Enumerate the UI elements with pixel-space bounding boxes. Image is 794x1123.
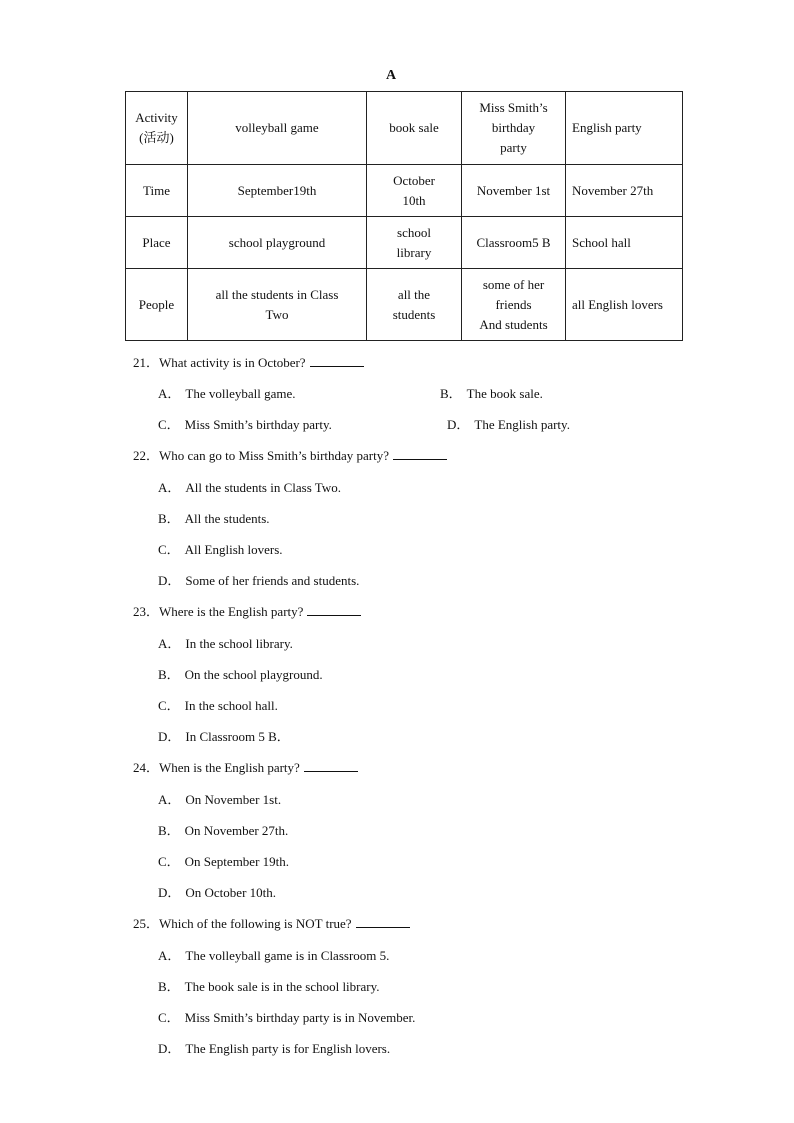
option-25-a[interactable]: A． The volleyball game is in Classroom 5. xyxy=(158,948,390,963)
table-cell: all the students xyxy=(367,269,462,341)
option-23-b[interactable]: B． On the school playground. xyxy=(158,667,323,682)
table-cell: all the students in Class Two xyxy=(188,269,367,341)
table-cell: Place xyxy=(126,217,188,269)
table-header-row xyxy=(126,92,683,165)
option-24-b[interactable]: B． On November 27th. xyxy=(158,823,289,838)
table-row xyxy=(126,217,683,269)
answer-blank[interactable] xyxy=(356,917,410,928)
section-title: A xyxy=(385,68,397,83)
table-cell: Miss Smith’s birthday party xyxy=(462,92,566,165)
option-23-d[interactable]: D． In Classroom 5 B． xyxy=(158,729,290,744)
table-row xyxy=(126,269,683,341)
table-cell: volleyball game xyxy=(188,92,367,165)
option-22-b[interactable]: B． All the students. xyxy=(158,511,270,526)
option-25-d[interactable]: D． The English party is for English lovers. xyxy=(158,1041,391,1056)
table-cell: school playground xyxy=(188,217,367,269)
option-25-b[interactable]: B． The book sale is in the school library. xyxy=(158,979,380,994)
question-24: 24．When is the English party? xyxy=(133,757,358,776)
table-cell: some of her friends And students xyxy=(462,269,566,341)
option-21-a[interactable]: A． The volleyball game. xyxy=(158,386,296,401)
option-23-a[interactable]: A． In the school library. xyxy=(158,636,293,651)
table-cell: Activity (活动) xyxy=(126,92,188,165)
table-cell: Classroom5 B xyxy=(462,217,566,269)
option-21-b[interactable]: B． The book sale. xyxy=(440,386,543,401)
answer-blank[interactable] xyxy=(393,449,447,460)
option-24-d[interactable]: D． On October 10th. xyxy=(158,885,277,900)
option-25-c[interactable]: C． Miss Smith’s birthday party is in November. xyxy=(158,1010,416,1025)
option-22-d[interactable]: D． Some of her friends and students. xyxy=(158,573,360,588)
option-22-c[interactable]: C． All English lovers. xyxy=(158,542,283,557)
answer-blank[interactable] xyxy=(307,605,361,616)
question-23: 23．Where is the English party? xyxy=(133,601,361,620)
table-row xyxy=(126,165,683,217)
table-cell: English party xyxy=(566,92,683,165)
option-22-a[interactable]: A． All the students in Class Two. xyxy=(158,480,341,495)
option-21-d[interactable]: D． The English party. xyxy=(447,417,570,432)
answer-blank[interactable] xyxy=(310,356,364,367)
question-25: 25．Which of the following is NOT true? xyxy=(133,913,410,932)
table-cell: all English lovers xyxy=(566,269,683,341)
table-cell: November 1st xyxy=(462,165,566,217)
activity-table xyxy=(125,91,683,341)
table-cell: Time xyxy=(126,165,188,217)
answer-blank[interactable] xyxy=(304,761,358,772)
table-cell: book sale xyxy=(367,92,462,165)
question-21: 21．What activity is in October? xyxy=(133,352,364,371)
option-23-c[interactable]: C． In the school hall. xyxy=(158,698,278,713)
table-cell: school library xyxy=(367,217,462,269)
table-cell: School hall xyxy=(566,217,683,269)
table-cell: September19th xyxy=(188,165,367,217)
table-cell: October 10th xyxy=(367,165,462,217)
table-cell: People xyxy=(126,269,188,341)
option-24-a[interactable]: A． On November 1st. xyxy=(158,792,282,807)
question-22: 22．Who can go to Miss Smith’s birthday party? xyxy=(133,445,447,464)
option-21-c[interactable]: C． Miss Smith’s birthday party. xyxy=(158,417,332,432)
option-24-c[interactable]: C． On September 19th. xyxy=(158,854,290,869)
table-cell: November 27th xyxy=(566,165,683,217)
